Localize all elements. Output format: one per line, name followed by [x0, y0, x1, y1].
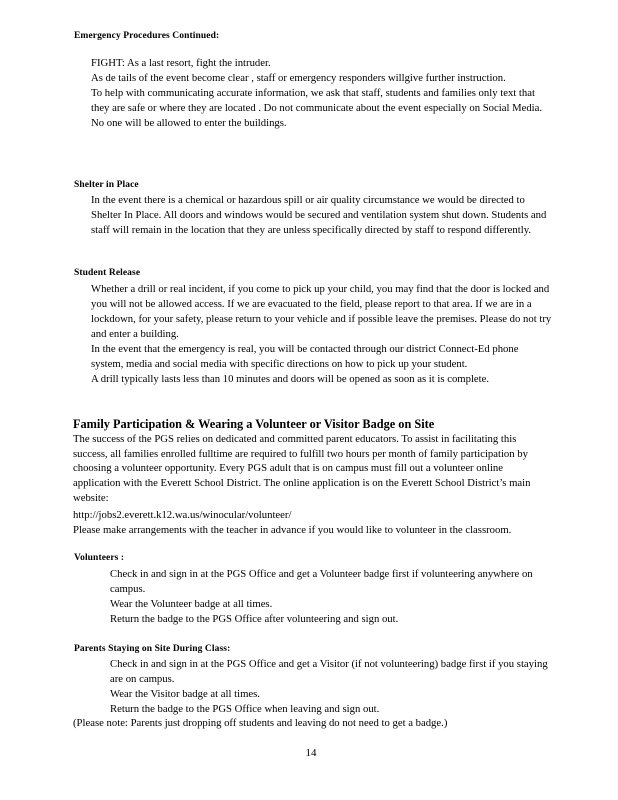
volunteers-heading: Volunteers :: [74, 553, 125, 563]
list-item: Wear the Visitor badge at all times.: [110, 688, 260, 700]
list-item: In the event that the emergency is real, you will be contacted through our district Connect-Ed phone system, media and social media with specific directions on how to pick up your student.: [91, 343, 519, 370]
release-heading: Student Release: [74, 268, 141, 278]
list-item: In the event there is a chemical or hazardous spill or air quality circumstance we would be directed to Shelter In Place. All doors and windows would be secured and ventilation system shut down. Students and staff will remain in the location that they are unless specifically directed by staff to respond differently.: [91, 194, 547, 236]
volunteer-url: http://jobs2.everett.k12.wa.us/winocular/volunteer/: [73, 509, 292, 521]
list-item: Whether a drill or real incident, if you come to pick up your child, you may find that the door is locked and you will not be allowed access. If we are evacuated to the field, please report to that area. If we are in a lockdown, for your safety, please return to your vehicle and if possible leave the premises. Please do not try and enter a building.: [91, 283, 552, 340]
list-item: Wear the Volunteer badge at all times.: [110, 598, 273, 610]
list-item: Check in and sign in at the PGS Office and get a Volunteer badge first if volunteering anywhere on campus.: [110, 568, 533, 595]
parents-heading: Parents Staying on Site During Class:: [74, 644, 231, 654]
emergency-heading: Emergency Procedures Continued:: [74, 31, 220, 41]
list-item: Check in and sign in at the PGS Office and get a Visitor (if not volunteering) badge first if you staying are on campus.: [110, 658, 548, 685]
family-heading: Family Participation & Wearing a Volunteer or Visitor Badge on Site: [73, 417, 435, 431]
page-number: 14: [305, 747, 317, 759]
volunteers-list: [91, 567, 551, 627]
list-item: No one will be allowed to enter the buildings.: [91, 117, 287, 129]
parents-note: (Please note: Parents just dropping off students and leaving do not need to get a badge.): [73, 717, 448, 729]
release-list: [73, 282, 553, 387]
family-paragraph: The success of the PGS relies on dedicated and committed parent educators. To assist in facilitating this success, all families enrolled fulltime are required to fulfill two hours per month of family participation by choosing a volunteer opportunity. Every PGS adult that is on campus must fill out a volunteer online application with the Everett School District. The online application is on the Everett School District’s main website:: [73, 433, 531, 504]
shelter-heading: Shelter in Place: [74, 180, 139, 190]
list-item: Return the badge to the PGS Office after volunteering and sign out.: [110, 613, 399, 625]
list-item: To help with communicating accurate information, we ask that staff, students and families only text that they are safe or where they are located . Do not communicate about the event especially on Social Media.: [91, 87, 543, 114]
arrangements-text: Please make arrangements with the teacher in advance if you would like to volunteer in the classroom.: [73, 524, 512, 536]
list-item: A drill typically lasts less than 10 minutes and doors will be opened as soon as it is complete.: [91, 373, 490, 385]
list-item: FIGHT: As a last resort, fight the intruder.: [91, 57, 271, 69]
parents-list: [91, 657, 551, 717]
shelter-list: [73, 193, 553, 238]
list-item: Return the badge to the PGS Office when leaving and sign out.: [110, 703, 380, 715]
list-item: As de tails of the event become clear , staff or emergency responders willgive further instruction.: [91, 72, 506, 84]
emergency-list: [73, 56, 553, 131]
